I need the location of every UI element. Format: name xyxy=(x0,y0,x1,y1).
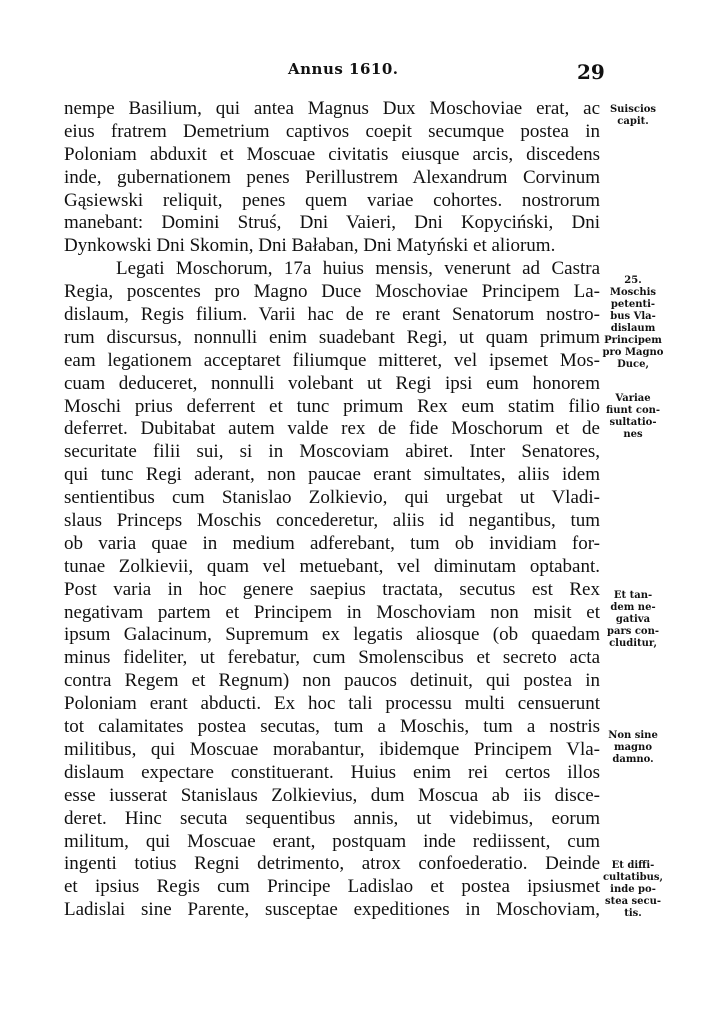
marginal-note xyxy=(600,730,666,766)
text-line: slaus Princeps Moschis concederetur, aliis id negantibus, tum xyxy=(64,510,600,532)
text-line: negativam partem et Principem in Moschoviam non misit et xyxy=(64,601,600,623)
text-line: ob varia quae in medium adferebant, tum ob invidiam for- xyxy=(64,532,600,554)
text-line: dislaum, Regis filium. Varii hac de re erant Senatorum nostro- xyxy=(64,304,600,326)
marginal-note-line: dem ne- xyxy=(610,602,656,613)
marginal-note-line: magno xyxy=(614,742,652,753)
text-line: securitate filii sui, si in Moscoviam abiret. Inter Senatores, xyxy=(64,441,600,463)
marginal-note-line: pars con- xyxy=(606,626,660,637)
marginal-note-line: fiunt con- xyxy=(605,405,661,416)
text-line: militibus, qui Moscuae morabantur, ibidemque Principem Vla- xyxy=(64,738,600,760)
text-line: ingenti totius Regni detrimento, atrox confoederatio. Deinde xyxy=(64,853,600,875)
text-line: rum discursus, nonnulli enim suadebant Regi, ut quam primum xyxy=(64,326,600,348)
marginal-note-line: inde po- xyxy=(610,884,656,895)
text-line: manebant: Domini Struś, Dni Vaieri, Dni Kopyciński, Dni xyxy=(64,212,600,234)
marginal-note-line: cluditur, xyxy=(609,638,657,649)
marginal-note xyxy=(600,393,666,441)
marginal-note-line: pro Magno xyxy=(602,347,664,358)
text-line: qui tunc Regi aderant, non paucae erant simultates, aliis idem xyxy=(64,464,600,486)
text-line: tunae Zolkievii, quam vel metuebant, vel diminutam optabant. xyxy=(64,555,600,577)
marginal-note-line: petenti- xyxy=(610,299,656,310)
marginal-note-line: dislaum xyxy=(610,323,656,334)
marginal-note xyxy=(600,275,666,371)
text-line: Post varia in hoc genere saepius tractata, secutus est Rex xyxy=(64,578,600,600)
marginal-note xyxy=(600,104,666,128)
text-line: et ipsius Regis cum Principe Ladislao et postea ipsiusmet xyxy=(64,876,600,898)
marginal-note-line: Et diffi- xyxy=(611,860,655,871)
text-line: Gąsiewski reliquit, penes quem variae cohortes. nostrorum xyxy=(64,189,600,211)
marginal-note-line: Non sine xyxy=(608,730,658,741)
marginal-note-line: bus Vla- xyxy=(610,311,656,322)
text-line: eius fratrem Demetrium captivos coepit secumque postea in xyxy=(64,120,600,142)
text-line: ipsum Galacinum, Supremum ex legatis aliosque (ob quaedam xyxy=(64,624,600,646)
text-line: tot calamitates postea secutas, tum a Moschis, tum a nostris xyxy=(64,716,600,738)
marginal-note-line: Moschis xyxy=(609,287,657,298)
text-line: Legati Moschorum, 17a huius mensis, venerunt ad Castra xyxy=(116,258,600,280)
text-line: inde, gubernationem penes Perillustrem Alexandrum Corvinum xyxy=(64,166,600,188)
text-line: nempe Basilium, qui antea Magnus Dux Moschoviae erat, ac xyxy=(64,98,600,119)
marginal-note-line: Suiscios xyxy=(609,104,657,115)
text-line: Regia, poscentes pro Magno Duce Moschoviae Principem La- xyxy=(64,281,600,303)
text-line: Poloniam erant abducti. Ex hoc tali processu multi censuerunt xyxy=(64,693,600,715)
marginal-note-line: capit. xyxy=(617,116,649,127)
marginal-note-line: gativa xyxy=(615,614,651,625)
running-title: Annus 1610. xyxy=(288,60,399,78)
marginal-note-line: Variae xyxy=(615,393,651,404)
text-line: deferret. Dubitabat autem valde rex de fide Moschorum et de xyxy=(64,418,600,440)
text-line: Poloniam abduxit et Moscuae civitatis eiusque arcis, discedens xyxy=(64,143,600,165)
text-line: eam legationem acceptaret filiumque mitteret, vel ipsemet Mos- xyxy=(64,349,600,371)
marginal-note-line: nes xyxy=(623,429,643,440)
marginal-note-line: 25. xyxy=(624,275,642,286)
marginal-note-line: damno. xyxy=(612,754,654,765)
text-line: Dynkowski Dni Skomin, Dni Bałaban, Dni Matyński et aliorum. xyxy=(64,235,556,257)
text-line: sentientibus cum Stanislao Zolkievio, qui urgebat ut Vladi- xyxy=(64,487,600,509)
text-line: esse iusserat Stanislaus Zolkievius, dum Moscua ab iis disce- xyxy=(64,784,600,806)
text-line: cuam deduceret, nonnulli volebant ut Regi ipsi eum honorem xyxy=(64,372,600,394)
marginal-note-line: Duce, xyxy=(617,359,649,370)
marginal-note xyxy=(600,590,666,650)
text-line: minus fideliter, ut ferebatur, cum Smolenscibus et secreto acta xyxy=(64,647,600,669)
main-text xyxy=(64,98,600,922)
running-head xyxy=(0,60,720,82)
page-number: 29 xyxy=(577,60,605,84)
marginal-note-line: cultatibus, xyxy=(602,872,664,883)
text-line: militum, qui Moscuae erant, postquam inde rediissent, cum xyxy=(64,830,600,852)
marginal-note-line: Principem xyxy=(604,335,662,346)
text-line: Moschi prius deferrent et tunc primum Rex eum statim filio xyxy=(64,395,600,417)
marginal-note-line: stea secu- xyxy=(604,896,662,907)
text-line: Ladislai sine Parente, susceptae expeditiones in Moschoviam, xyxy=(64,899,600,921)
text-line: contra Regem et Regnum) non paucos detinuit, qui postea in xyxy=(64,670,600,692)
marginal-note-line: Et tan- xyxy=(613,590,653,601)
text-line: dislaum expectare constituerant. Huius enim rei certos illos xyxy=(64,761,600,783)
marginal-note-line: sultatio- xyxy=(609,417,657,428)
marginal-note-line: tis. xyxy=(624,908,642,919)
marginal-note xyxy=(600,860,666,920)
text-line: deret. Hinc secuta sequentibus annis, ut videbimus, eorum xyxy=(64,807,600,829)
